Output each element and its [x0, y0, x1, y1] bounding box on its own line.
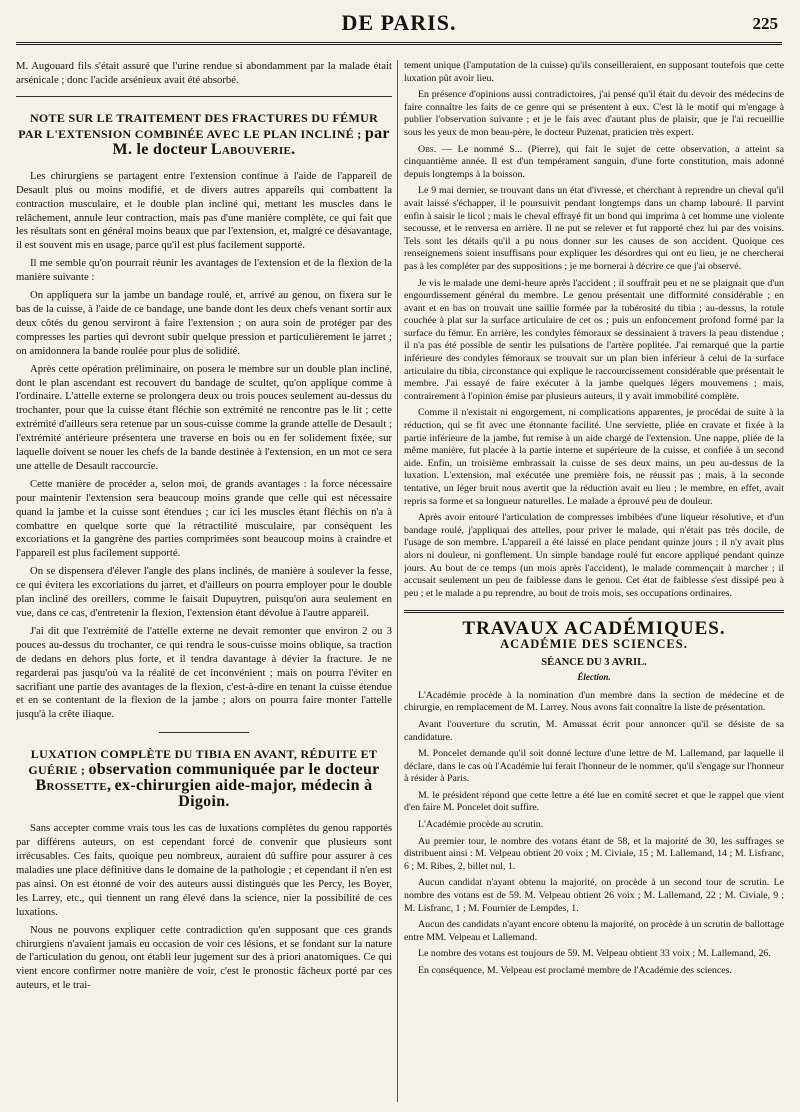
paragraph: Il me semble qu'on pourrait réunir les avantages de l'extension et de la flexion de la manière suivante :	[16, 257, 392, 284]
paragraph: Le nombre des votans est toujours de 59. M. Velpeau obtient 33 voix ; M. Lallemand, 26.	[418, 948, 771, 960]
paragraph: Après cette opération préliminaire, on posera le membre sur un double plan incliné, dont le plan ascendant est recouvert du bandage de scultet, qu'on applique comme à l'ordinaire. L'attelle externe se prolongera deux ou trois pouces seulement au-dessus du trochanter, pour que la cuisse étant fléchie son extrémité ne rencontre pas le lit ; cette extrémité d'ailleurs sera retenue par un sous-cuisse comme la grande attelle de Desault ; l'extrémité antérieure présentera une traverse en bois ou en fer solidement fixée, sur laquelle doivent se nouer les chefs de la bande destinée à l'extension, en un mot ce sera une attelle de Desault raccourcie.	[16, 362, 392, 472]
newspaper-title: DE PARIS.	[341, 10, 457, 35]
paragraph: Aucun candidat n'ayant obtenu la majorité, on procède à un second tour de scrutin. Le nombre des votans est de 59. M. Velpeau obtient 26 voix ; M. Lallemand, 22 ; M. Civiale, 9 ; M. Lisfranc, 1 ; M. Fournier de Lempdes, 1.	[404, 877, 784, 914]
paragraph: Comme il n'existait ni engorgement, ni complications apparentes, je procédai de suite à la réduction, qui se fit avec une étonnante facilité. Une serviette, pliée en cravate et fixée à la partie inférieure de la jambe, fut remise à un aide chargé de l'extension. Une nappe, pliée de la même manière, fut placée à la partie interne et supérieure de la cuisse, et confiée à un second aide. Enfin, un troisième embrassait la cuisse de ses deux mains, un peu au-dessus de la luxation. L'extension, mal exécutée une première fois, ne réussit pas ; mais, à la seconde tentative, un léger bruit nous avertit que la réduction avait eu lieu ; le membre, en effet, avait repris sa forme et sa longueur naturelles. Le malade a éprouvé peu de douleur.	[404, 407, 784, 507]
paragraph: Après avoir entouré l'articulation de compresses imbibées d'une liqueur résolutive, et d'un bandage roulé, j'appliquai des attelles, pour priver le malade, qui n'était pas très docile, de l'usage de son membre. L'appareil a été laissé en place pendant quinze jours ; il n'y avait plus alors ni douleur, ni gonflement. Un simple bandage roulé fut encore appliqué pendant quinze jours. Au bout de ce temps (un mois après l'accident), le malade commençait à marcher ; il accusait seulement un peu de faiblesse dans le genou. Cet état de faiblesse s'est dissipé peu à peu ; et le malade a pu reprendre, au bout de trois mois, ses occupations ordinaires.	[404, 512, 784, 599]
paragraph: On se dispensera d'élever l'angle des plans inclinés, de manière à soulever la fesse, ce qui évitera les excoriations du jarret, et d'ailleurs on pourra employer pour le double plan incliné des oreillers, comme le faisait Dupuytren, puisqu'on aura seulement en vue, dans ce cas, d'entretenir la flexion, l'extension étant dévolue à l'autre appareil.	[16, 565, 392, 619]
article-author-role: ex-chirurgien aide-major, médecin à Digoin.	[114, 777, 373, 811]
paragraph: Je vis le malade une demi-heure après l'accident ; il souffrait peu et ne se plaignait que d'un engourdissement général du membre. Le genou présentait une difformité considérable ; en avant et en bas on trouvait une saillie formée par la tubérosité du tibia ; au-dessus, la rotule couchée à plat sur la surface articulaire de cet os ; puis un enfoncement profond formé par la surface du fémur. En arrière, les condyles fémoraux se dessinaient à travers la peau distendue ; il n'a pas été possible de sentir les pulsations de l'artère poplitée. J'ai remarqué que la partie inférieure des condyles fémoraux se trouvait sur un plan bien inférieur à celui de la surface articulaire du tibia, circonstance qui explique le raccourcissement considérable que présentait le membre. J'ai essayé de faire exécuter à la jambe quelques légers mouvemens ; mais, contrairement à l'opinion émise par plusieurs auteurs, il y avait immobilité complète.	[404, 277, 784, 402]
paragraph: Aucun des candidats n'ayant encore obtenu la majorité, on procède à un scrutin de ballottage entre MM. Velpeau et Lallemand.	[404, 919, 784, 943]
paragraph: Le 9 mai dernier, se trouvant dans un état d'ivresse, et cherchant à reprendre un cheval qu'il avait laissé s'échapper, il le poursuivit pendant longtemps dans un champ labouré. Il parvint enfin à saisir le licol ; mais le cheval effrayé fit un bond qui imprima à cet homme une violente secousse, et le renversa en arrière. Il ne put se relever et fut rapporté chez lui par des voisins. Tels sont les détails qu'il a pu nous donner sur les causes de son accident. Quoique ces renseignemens soient insuffisans pour expliquer les désordres qui ont eu lieu, je ne chercherai pas à les compléter par des suppositions ; je me bornerai à décrire ce que j'ai observé.	[404, 185, 784, 272]
paragraph: Avant l'ouverture du scrutin, M. Amussat écrit pour annoncer qu'il se désiste de sa candidature.	[404, 718, 784, 743]
seance-date: SÉANCE DU 3 AVRIL.	[541, 656, 647, 668]
masthead	[16, 8, 782, 50]
short-separator	[159, 732, 249, 733]
intro-paragraph: M. Augouard fils s'était assuré que l'urine rendue si abondamment par la malade était arsénicale ; donc l'acide arsénieux avait été absorbé.	[16, 60, 392, 86]
observation-label: Obs. —	[418, 143, 452, 155]
paragraph: M. le président répond que cette lettre a été lue en comité secret et que le rappel que vient d'en faire M. Poncelet doit suffire.	[404, 789, 784, 814]
observation-text: Le nommé S... (Pierre), qui fait le sujet de cette observation, a atteint sa cinquantième année. Il est d'un tempérament sanguin, d'une forte constitution, mais adonné depuis longtemps à la boisson.	[404, 143, 784, 180]
article-title-luxation	[16, 747, 392, 810]
paragraph: Nous ne pouvons expliquer cette contradiction qu'en supposant que ces grands chirurgiens n'avaient jamais eu occasion de voir ces lésions, et se fondant sur la nature de l'articulation du genou, ont établi leur jugement sur des à priori anatomiques. Ce qui vient encore confirmer notre manière de voir, c'est le pronostic fâcheux porté par ces auteurs, et le trai-	[16, 923, 392, 992]
paragraph: Au premier tour, le nombre des votans étant de 58, et la majorité de 30, les suffrages se distribuent ainsi : M. Velpeau obtient 20 voix ; M. Civiale, 15 ; M. Lallemand, 14 ; M. Lisfranc, 6 ; M. Ribes, 2, billet nul, 1.	[404, 835, 784, 872]
article-title-text: NOTE SUR LE TRAITEMENT DES FRACTURES DU FÉMUR PAR L'EXTENSION COMBINÉE AVEC LE PLAN INCLINÉ ;	[18, 110, 379, 141]
article-byline: observation communiquée par le docteur	[88, 761, 380, 779]
article-author: Brossette,	[35, 777, 112, 795]
column-divider	[397, 60, 398, 1102]
page-number: 225	[752, 14, 778, 33]
section-separator	[404, 610, 784, 613]
observation-paragraph	[404, 144, 784, 182]
header-rule	[16, 42, 782, 45]
paragraph: M. Poncelet demande qu'il soit donné lecture d'une lettre de M. Lallemand, par laquelle il déclare, dans le cas où l'Académie lui ferait l'honneur de le nommer, qu'il s'engage sur l'honneur à résider à Paris.	[404, 748, 784, 785]
paragraph: J'ai dit que l'extrémité de l'attelle externe ne devait remonter que environ 2 ou 3 pouces au-dessus du trochanter, ce qui rendra le sous-cuisse moins oblique, sa traction de dedans en dehors plus forte, et il tendra davantage à dévier la fracture. Je ne regarderai pas jusqu'où va la réalité de cet inconvénient ; mais on pourra l'éviter en sacrifiant une partie des avantages de la flexion, c'est-à-dire en tenant la cuisse étendue et en se contentant de la flexion de la jambe ; alors on pourra faire monter l'attelle jusqu'à la crête iliaque.	[16, 624, 392, 721]
right-column	[404, 60, 784, 1102]
section-title: TRAVAUX ACADÉMIQUES.	[462, 618, 726, 640]
paragraph: Les chirurgiens se partagent entre l'extension continue à l'aide de l'appareil de Desault plus ou moins modifié, et de divers autres appareils qui combattent la contraction musculaire, et le double plan incliné qui, mettant les muscles dans le relâchement, annule leur contraction, mais pas d'une manière complète, ce qui fait que les résultats sont en général moins beaux que par l'extension, et, malgré ce désavantage, il est souvent mis en usage, parce qu'il est plus facilement supporté.	[16, 169, 392, 252]
article-title-text: LUXATION COMPLÈTE DU TIBIA EN AVANT, RÉDUITE ET GUÉRIE ;	[28, 747, 378, 778]
article-author: Labouverie.	[210, 140, 296, 158]
separator	[16, 96, 392, 97]
paragraph: En présence d'opinions aussi contradictoires, j'ai pensé qu'il était du devoir des médecins de faire connaître les faits de ce genre qui se présentent à eux. C'est là le motif qui m'engage à publier l'observation suivante ; et je le fais avec d'autant plus de plaisir, que je l'ai recueillie sous les yeux de mon beau-père, le docteur Puzenat, praticien très expert.	[404, 89, 784, 138]
article-byline: par M. le docteur	[112, 124, 390, 158]
paragraph: Cette manière de procéder a, selon moi, de grands avantages : la force nécessaire pour maintenir l'extension sera beaucoup moins grande que celle qui est nécessaire quand la jambe et la cuisse sont étendues ; car ici les muscles étant fléchis on n'a à combattre en quelque sorte que la rétractilité musculaire, par conséquent les excoriations et la gangrène des parties comprimées sont beaucoup moins à craindre et l'appareil est plus facilement supporté.	[16, 477, 392, 560]
paragraph: L'Académie procède au scrutin.	[418, 819, 544, 831]
paragraph: En conséquence, M. Velpeau est proclamé membre de l'Académie des sciences.	[418, 965, 732, 976]
section-subtitle: ACADÉMIE DES SCIENCES.	[500, 636, 688, 651]
paragraph: Sans accepter comme vrais tous les cas de luxations complètes du genou rapportés par différens auteurs, on est cependant forcé de convenir que plusieurs sont irrécusables. Ces faits, quoique peu nombreux, auraient dû suffire pour assurer à ces maladies une place définitive dans le domaine de la pathologie ; et cependant il n'en est pas ainsi. On est étonné de voir des auteurs aussi distingués que les Percy, les Boyer, les Larrey, etc., qui tiennent un rang élevé dans la science, nier la possibilité de ces luxations.	[16, 822, 392, 918]
paragraph: On appliquera sur la jambe un bandage roulé, et, arrivé au genou, on fixera sur le bas de la cuisse, à l'aide de ce bandage, une bande dont les deux chefs venant sortir aux deux côtés du genou serviront à faire l'extension ; on aura soin de protéger par des compresses les parties qui devront subir quelque pression et particulièrement le jarret ; on amidonnera la bande roulée pour plus de solidité.	[16, 289, 392, 357]
paragraph: tement unique (l'amputation de la cuisse) qu'ils conseilleraient, en supposant toutefois que cette luxation pût avoir lieu.	[404, 60, 784, 84]
left-column	[16, 60, 392, 1102]
paragraph: L'Académie procède à la nomination d'un membre dans la section de médecine et de chirurgie, en remplacement de M. Larrey. Nous avons fait connaître la liste de présentation.	[404, 689, 784, 714]
article-title-femur	[16, 111, 392, 158]
election-heading: Élection.	[577, 672, 611, 683]
